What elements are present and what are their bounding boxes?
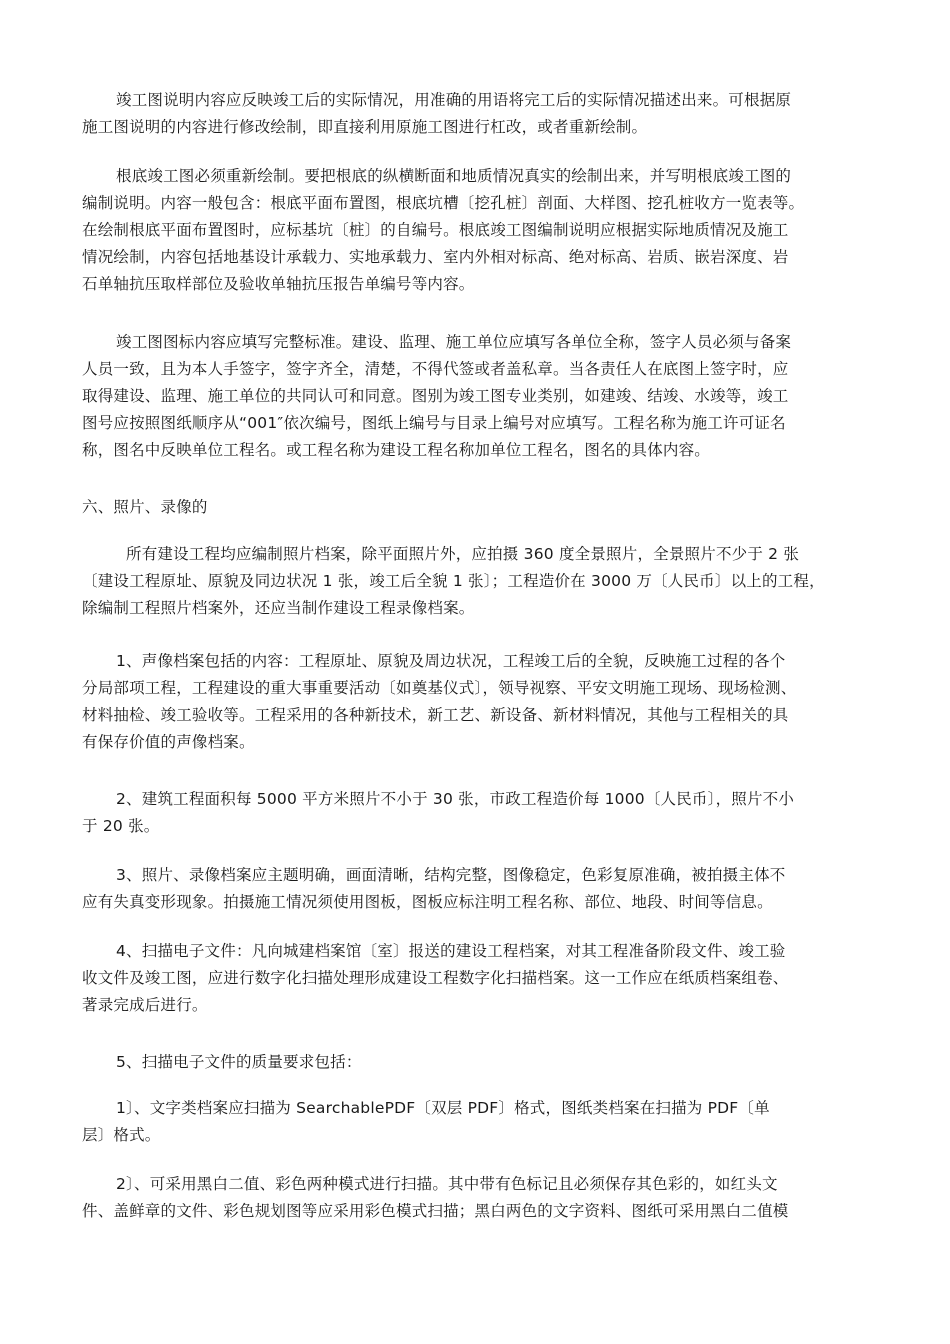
paragraph-subitem-2	[82, 1171, 872, 1225]
paragraph-as-built-drawing-notes	[82, 87, 872, 141]
text-line: 著录完成后进行。	[82, 996, 208, 1014]
text-line: 取得建设、监理、施工单位的共同认可和同意。图别为竣工图专业类别，如建竣、结竣、水竣等，竣工	[82, 387, 789, 405]
text-line: 人员一致，且为本人手签字，签字齐全，清楚，不得代签或者盖私章。当各责任人在底图上签字时，应	[82, 360, 789, 378]
text-line: 有保存价值的声像档案。	[82, 733, 255, 751]
paragraph-item-1	[82, 648, 872, 756]
text-line: 竣工图图标内容应填写完整标准。建设、监理、施工单位应填写各单位全称，签字人员必须与备案	[116, 333, 792, 351]
text-line: 于 20 张。	[82, 817, 160, 835]
paragraph-item-5	[82, 1049, 872, 1076]
text-line: 5、扫描电子文件的质量要求包括：	[116, 1053, 362, 1071]
text-line: 材料抽检、竣工验收等。工程采用的各种新技术，新工艺、新设备、新材料情况，其他与工程相关的具	[82, 706, 789, 724]
text-line: 所有建设工程均应编制照片档案，除平面照片外，应拍摄 360 度全景照片，全景照片不少于 2 张	[126, 545, 800, 563]
text-line: 2、建筑工程面积每 5000 平方米照片不小于 30 张，市政工程造价每 1000〔人民币〕，照片不小	[116, 790, 795, 808]
text-line: 1〕、文字类档案应扫描为 SearchablePDF〔双层 PDF〕格式，图纸类档案在扫描为 PDF〔单	[116, 1099, 770, 1117]
paragraph-item-2	[82, 786, 872, 840]
text-line: 3、照片、录像档案应主题明确，画面清晰，结构完整，图像稳定，色彩复原准确，被拍摄主体不	[116, 866, 786, 884]
paragraph-item-3	[82, 862, 872, 916]
text-line: 除编制工程照片档案外，还应当制作建设工程录像档案。	[82, 599, 475, 617]
text-line: 件、盖鲜章的文件、彩色规划图等应采用彩色模式扫描；黑白两色的文字资料、图纸可采用黑白二值模	[82, 1202, 789, 1220]
text-line: 2〕、可采用黑白二值、彩色两种模式进行扫描。其中带有色标记且必须保存其色彩的，如红头文	[116, 1175, 778, 1193]
text-line: 1、声像档案包括的内容：工程原址、原貌及周边状况，工程竣工后的全貌，反映施工过程的各个	[116, 652, 786, 670]
paragraph-title-block	[82, 329, 872, 464]
text-line: 竣工图说明内容应反映竣工后的实际情况，用准确的用语将完工后的实际情况描述出来。可根据原	[116, 91, 792, 109]
text-line: 根底竣工图必须重新绘制。要把根底的纵横断面和地质情况真实的绘制出来，并写明根底竣工图的	[116, 167, 792, 185]
paragraph-photo-archive	[82, 541, 872, 622]
text-line: 图号应按照图纸顺序从“001″依次编号，图纸上编号与目录上编号对应填写。工程名称为施工许可证名	[82, 414, 786, 432]
section-heading-photos-video	[82, 494, 872, 521]
paragraph-subitem-1	[82, 1095, 872, 1149]
text-line: 应有失真变形现象。拍摄施工情况须使用图板，图板应标注明工程名称、部位、地段、时间等信息。	[82, 893, 773, 911]
text-line: 石单轴抗压取样部位及验收单轴抗压报告单编号等内容。	[82, 275, 475, 293]
section-heading-text: 六、照片、录像的	[82, 498, 208, 516]
text-line: 层〕格式。	[82, 1126, 161, 1144]
paragraph-foundation-drawings	[82, 163, 872, 298]
paragraph-item-4	[82, 938, 872, 1019]
text-line: 4、扫描电子文件：凡向城建档案馆〔室〕报送的建设工程档案，对其工程准备阶段文件、竣工验	[116, 942, 786, 960]
text-line: 施工图说明的内容进行修改绘制，即直接利用原施工图进行杠改，或者重新绘制。	[82, 118, 648, 136]
text-line: 〔建设工程原址、原貌及同边状况 1 张，竣工后全貌 1 张〕；工程造价在 3000 万〔人民币〕以上的工程，	[82, 572, 825, 590]
text-line: 情况绘制，内容包括地基设计承载力、实地承载力、室内外相对标高、绝对标高、岩质、嵌岩深度、岩	[82, 248, 789, 266]
text-line: 称，图名中反映单位工程名。或工程名称为建设工程名称加单位工程名，图名的具体内容。	[82, 441, 711, 459]
text-line: 在绘制根底平面布置图时，应标基坑〔桩〕的自编号。根底竣工图编制说明应根据实际地质情况及施工	[82, 221, 789, 239]
text-line: 分局部项工程，工程建设的重大事重要活动〔如奠基仪式〕，领导视察、平安文明施工现场、现场检测、	[82, 679, 797, 697]
text-line: 编制说明。内容一般包含：根底平面布置图，根底坑槽〔挖孔桩〕剖面、大样图、挖孔桩收方一览表等。	[82, 194, 805, 212]
text-line: 收文件及竣工图，应进行数字化扫描处理形成建设工程数字化扫描档案。这一工作应在纸质档案组卷、	[82, 969, 789, 987]
